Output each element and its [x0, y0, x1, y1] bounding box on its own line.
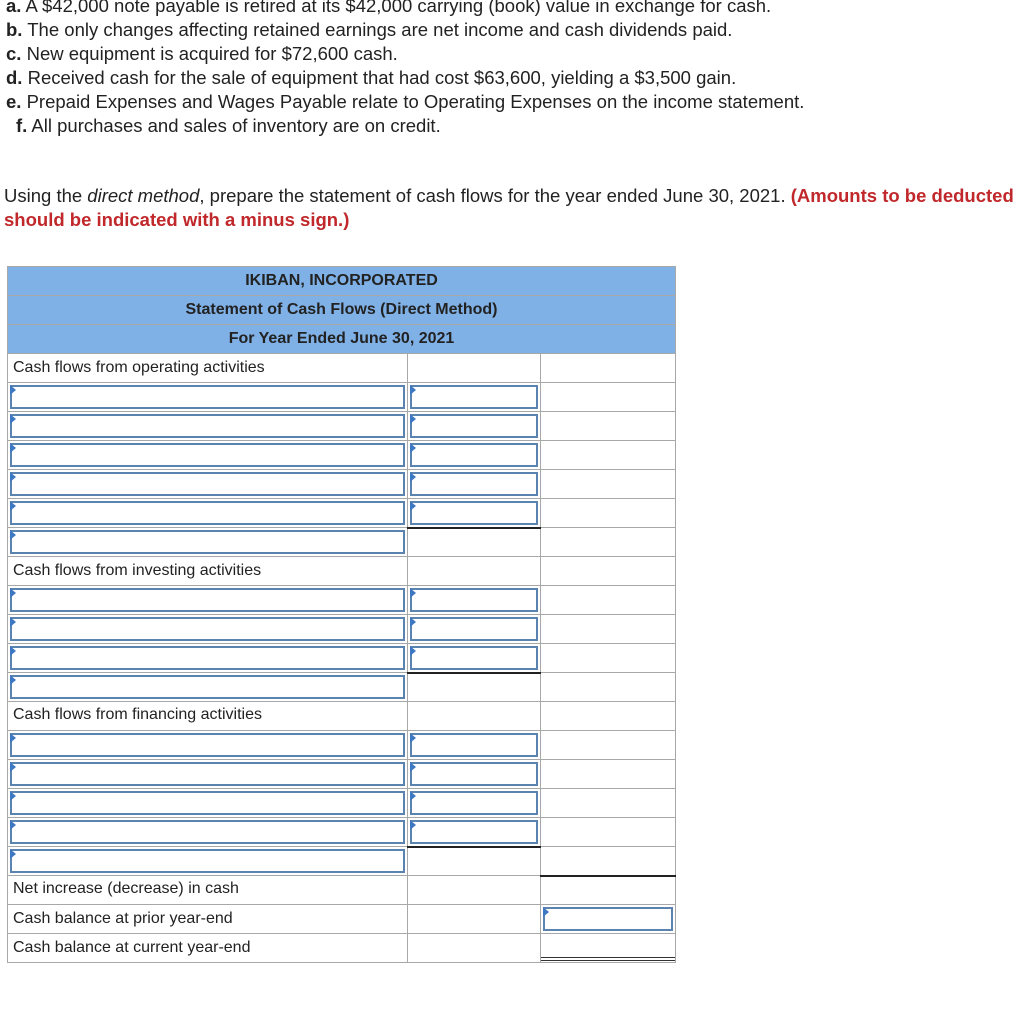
note-e: e. Prepaid Expenses and Wages Payable relate to Operating Expenses on the income statement. — [6, 91, 805, 112]
beginning-cash-label: Cash balance at prior year-end — [8, 905, 408, 934]
operating-label-input[interactable] — [8, 412, 408, 441]
financing-amount-input[interactable] — [408, 818, 541, 847]
note-f: f. All purchases and sales of inventory are on credit. — [16, 115, 441, 136]
financing-total-label-input[interactable] — [8, 847, 408, 876]
operating-section-label: Cash flows from operating activities — [8, 354, 408, 383]
ending-cash-total — [541, 934, 676, 963]
financing-label-input[interactable] — [8, 731, 408, 760]
investing-total-label-input[interactable] — [8, 673, 408, 702]
statement-title: Statement of Cash Flows (Direct Method) — [8, 296, 676, 325]
operating-label-input[interactable] — [8, 441, 408, 470]
operating-label-input[interactable] — [8, 383, 408, 412]
financing-amount-input[interactable] — [408, 731, 541, 760]
operating-label-input[interactable] — [8, 470, 408, 499]
note-d: d. Received cash for the sale of equipment that had cost $63,600, yielding a $3,500 gain. — [6, 67, 737, 88]
net-change-label: Net increase (decrease) in cash — [8, 876, 408, 905]
investing-amount-input[interactable] — [408, 586, 541, 615]
beginning-cash-input[interactable] — [541, 905, 676, 934]
financing-label-input[interactable] — [8, 760, 408, 789]
note-a: a. A $42,000 note payable is retired at its $42,000 carrying (book) value in exchange for cash. — [6, 0, 772, 16]
company-name: IKIBAN, INCORPORATED — [8, 267, 676, 296]
note-b: b. The only changes affecting retained earnings are net income and cash dividends paid. — [6, 19, 733, 40]
ending-cash-label: Cash balance at current year-end — [8, 934, 408, 963]
instruction-text: Using the direct method, prepare the statement of cash flows for the year ended June 30, 2021. (Amounts to be deducted should be indicated with a minus sign.) — [4, 185, 1014, 230]
operating-amount-input[interactable] — [408, 412, 541, 441]
investing-label-input[interactable] — [8, 586, 408, 615]
investing-section-label: Cash flows from investing activities — [8, 557, 408, 586]
operating-label-input[interactable] — [8, 499, 408, 528]
investing-amount-input[interactable] — [408, 615, 541, 644]
statement-period: For Year Ended June 30, 2021 — [8, 325, 676, 354]
note-c: c. New equipment is acquired for $72,600 cash. — [6, 43, 398, 64]
financing-section-label: Cash flows from financing activities — [8, 702, 408, 731]
operating-total-label-input[interactable] — [8, 528, 408, 557]
investing-label-input[interactable] — [8, 615, 408, 644]
financing-amount-input[interactable] — [408, 789, 541, 818]
operating-amount-input[interactable] — [408, 441, 541, 470]
operating-amount-input[interactable] — [408, 499, 541, 528]
financing-label-input[interactable] — [8, 818, 408, 847]
financing-label-input[interactable] — [8, 789, 408, 818]
investing-amount-input[interactable] — [408, 644, 541, 673]
problem-notes — [6, 0, 1016, 138]
operating-amount-input[interactable] — [408, 470, 541, 499]
operating-amount-input[interactable] — [408, 383, 541, 412]
investing-label-input[interactable] — [8, 644, 408, 673]
financing-amount-input[interactable] — [408, 760, 541, 789]
cash-flow-statement-table — [7, 266, 676, 963]
